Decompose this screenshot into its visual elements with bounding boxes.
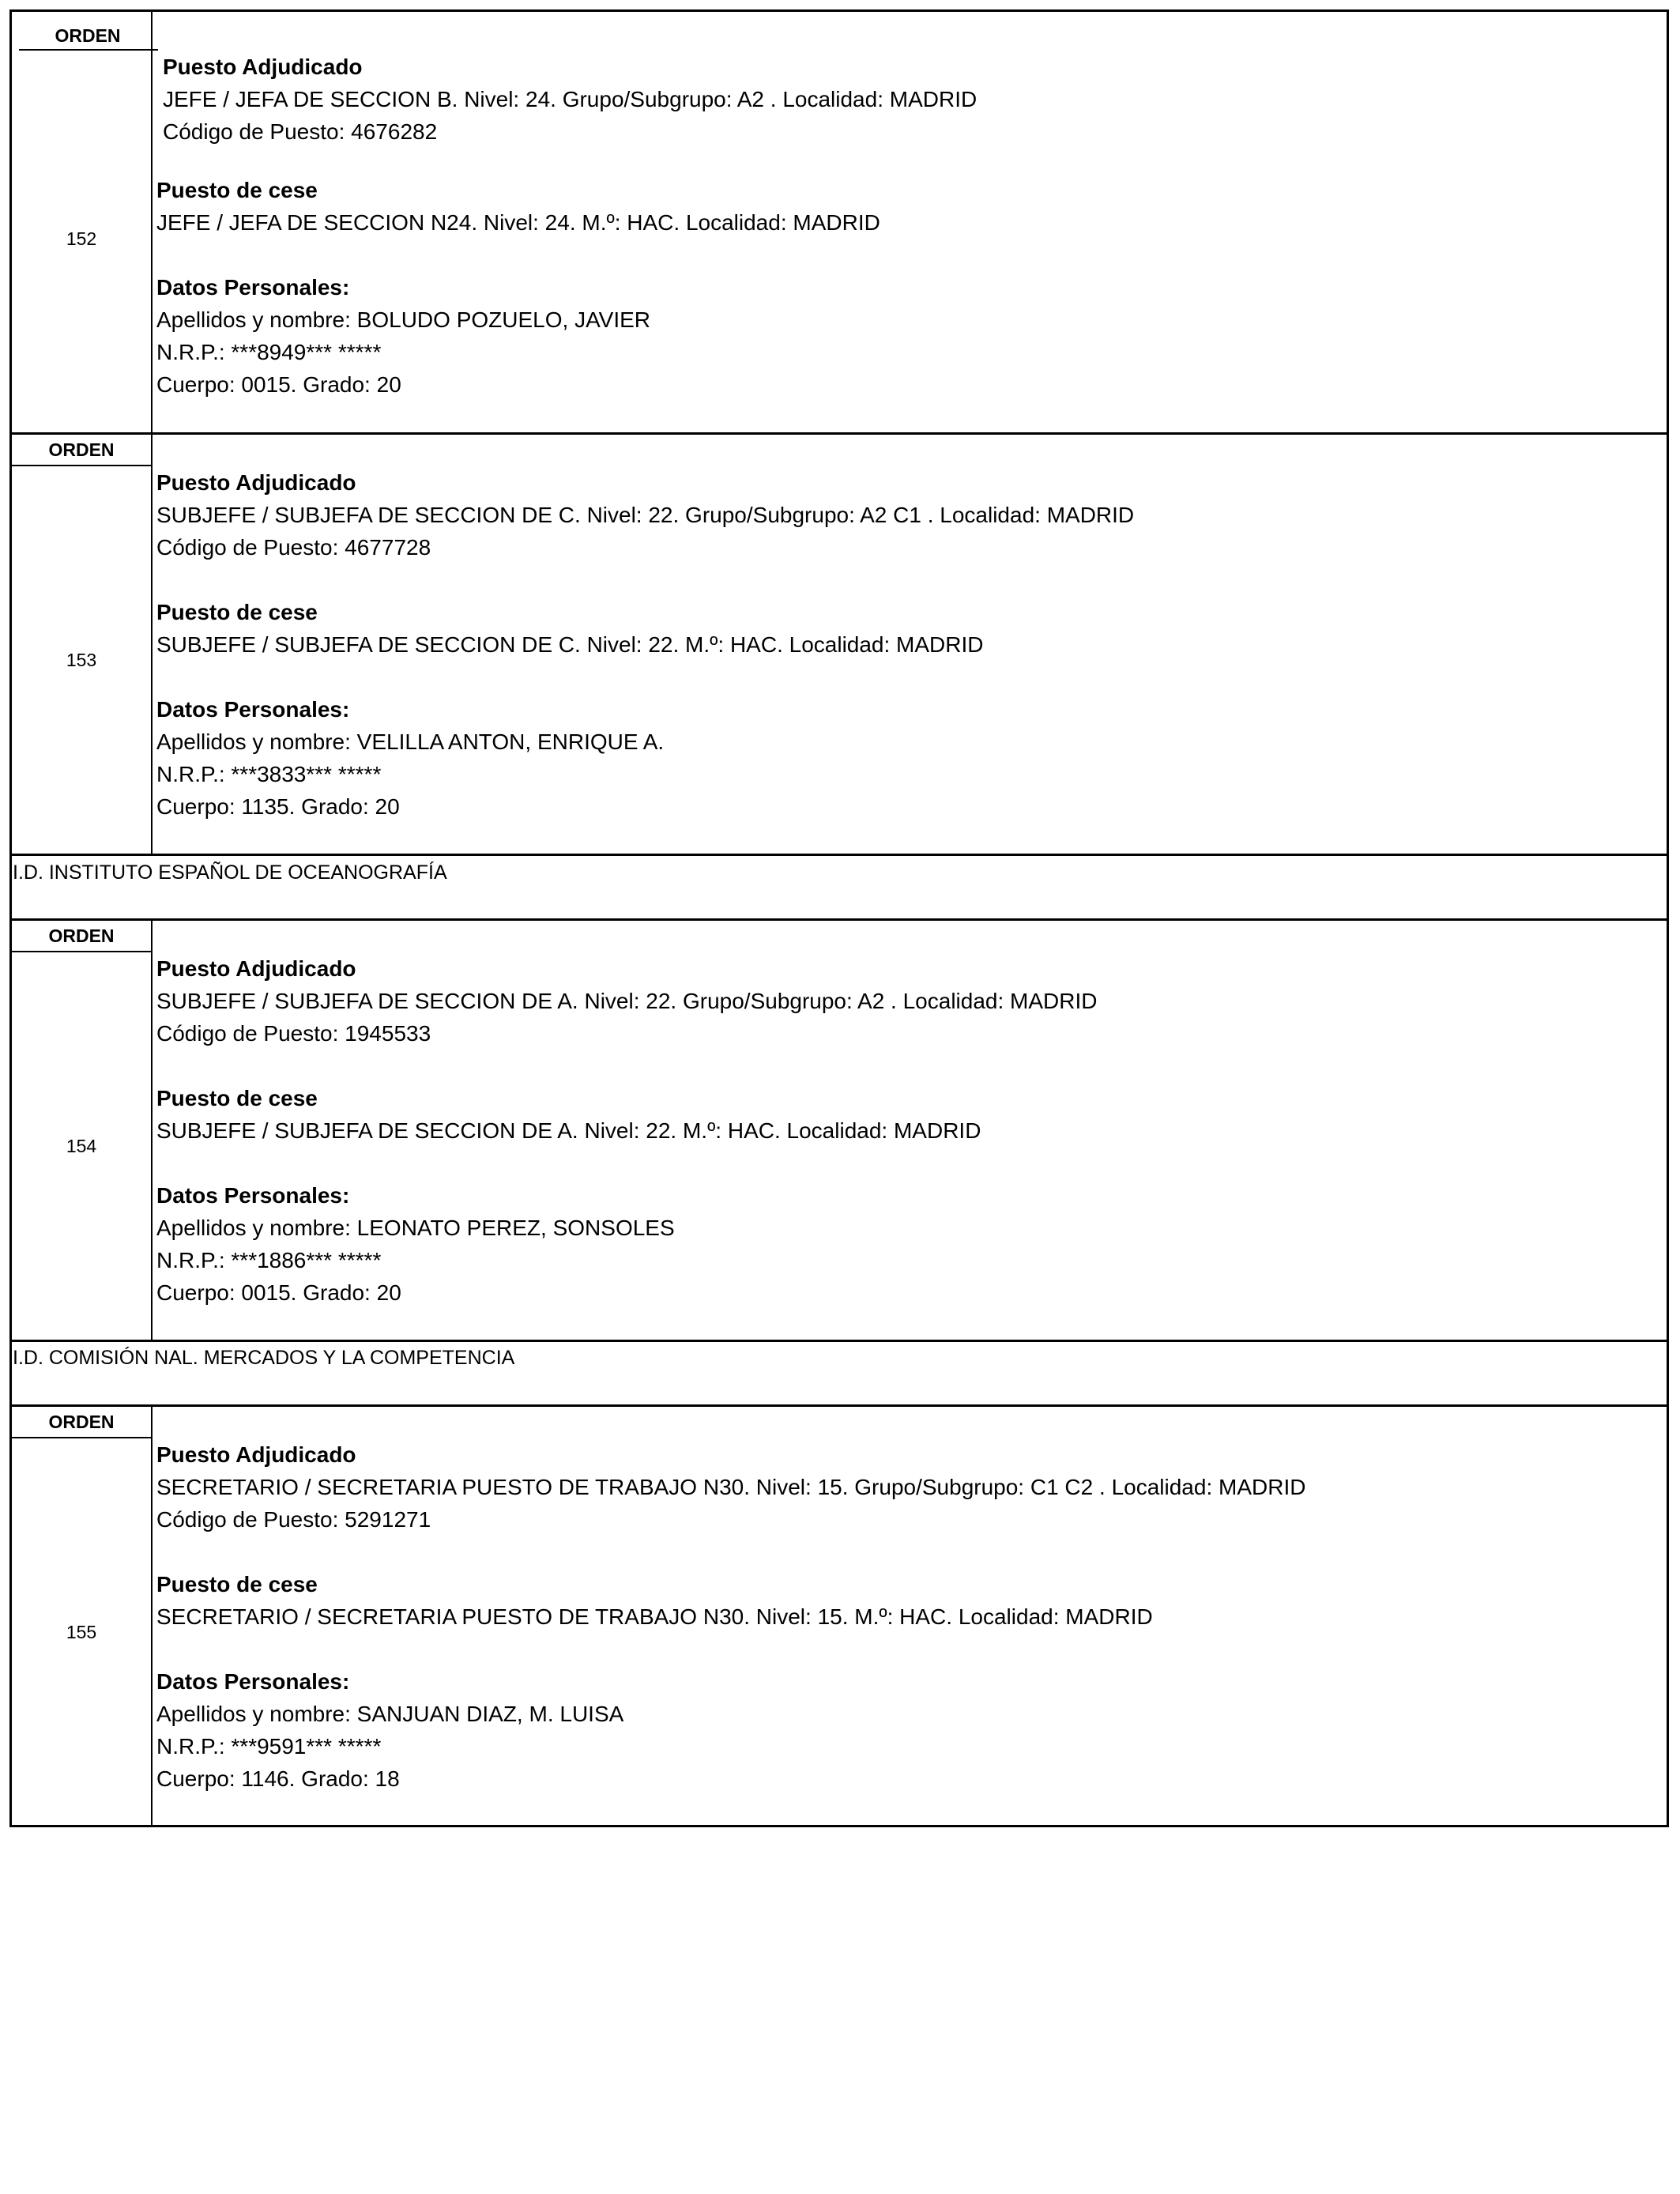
- adjudicado-title: Puesto Adjudicado: [156, 1442, 356, 1467]
- codigo-puesto: Código de Puesto: 4677728: [156, 535, 431, 560]
- nombre: Apellidos y nombre: SANJUAN DIAZ, M. LUISA: [156, 1702, 624, 1726]
- nombre: Apellidos y nombre: VELILLA ANTON, ENRIQUE A.: [156, 729, 665, 754]
- entry-152: [163, 51, 977, 148]
- cuerpo: Cuerpo: 0015. Grado: 20: [156, 1280, 401, 1305]
- orden-underline: [9, 1437, 152, 1438]
- nombre: Apellidos y nombre: BOLUDO POZUELO, JAVIER: [156, 307, 651, 332]
- datos-title: Datos Personales:: [156, 697, 350, 722]
- nrp: N.R.P.: ***9591*** *****: [156, 1734, 382, 1759]
- section-title: I.D. INSTITUTO ESPAÑOL DE OCEANOGRAFÍA: [13, 861, 447, 884]
- orden-divider: [151, 9, 153, 434]
- cuerpo: Cuerpo: 1135. Grado: 20: [156, 794, 400, 819]
- orden-underline: [9, 951, 152, 952]
- adjudicado-line: SECRETARIO / SECRETARIA PUESTO DE TRABAJO N30. Nivel: 15. Grupo/Subgrupo: C1 C2 . Localidad: MADRID: [156, 1475, 1306, 1499]
- table-bottom-border: [9, 1825, 1669, 1827]
- table-top-border: [9, 9, 1669, 12]
- nrp: N.R.P.: ***8949*** *****: [156, 340, 382, 364]
- codigo-puesto: Código de Puesto: 5291271: [156, 1507, 431, 1532]
- codigo-puesto: Código de Puesto: 4676282: [163, 119, 438, 144]
- cuerpo: Cuerpo: 1146. Grado: 18: [156, 1766, 400, 1791]
- adjudicado-line: SUBJEFE / SUBJEFA DE SECCION DE C. Nivel: 22. Grupo/Subgrupo: A2 C1 . Localidad: MADRID: [156, 503, 1135, 527]
- nombre: Apellidos y nombre: LEONATO PEREZ, SONSOLES: [156, 1216, 675, 1240]
- entry-152-rest: [156, 174, 880, 401]
- orden-divider: [151, 1404, 153, 1826]
- orden-divider: [151, 918, 153, 1340]
- datos-title: Datos Personales:: [156, 1183, 350, 1208]
- orden-header: ORDEN: [48, 439, 115, 460]
- entry-153: [156, 466, 1134, 823]
- cese-line: SECRETARIO / SECRETARIA PUESTO DE TRABAJO N30. Nivel: 15. M.º: HAC. Localidad: MADRID: [156, 1604, 1153, 1629]
- orden-underline: [9, 465, 152, 466]
- cese-line: SUBJEFE / SUBJEFA DE SECCION DE A. Nivel: 22. M.º: HAC. Localidad: MADRID: [156, 1118, 981, 1143]
- orden-header: ORDEN: [48, 1412, 115, 1432]
- adjudicado-title: Puesto Adjudicado: [156, 956, 356, 981]
- codigo-puesto: Código de Puesto: 1945533: [156, 1021, 431, 1046]
- orden-underline: [19, 49, 158, 51]
- entry-154: [156, 952, 1097, 1309]
- orden-number: 155: [66, 1622, 97, 1642]
- nrp: N.R.P.: ***3833*** *****: [156, 762, 382, 786]
- entry-155: [156, 1438, 1305, 1795]
- cese-line: SUBJEFE / SUBJEFA DE SECCION DE C. Nivel: 22. M.º: HAC. Localidad: MADRID: [156, 632, 984, 657]
- cese-line: JEFE / JEFA DE SECCION N24. Nivel: 24. M.º: HAC. Localidad: MADRID: [156, 210, 880, 235]
- row-divider: [9, 1340, 1669, 1342]
- cese-title: Puesto de cese: [156, 1572, 318, 1596]
- orden-header: ORDEN: [48, 925, 115, 946]
- orden-divider: [151, 432, 153, 854]
- cuerpo: Cuerpo: 0015. Grado: 20: [156, 372, 401, 397]
- section-title: I.D. COMISIÓN NAL. MERCADOS Y LA COMPETENCIA: [13, 1347, 515, 1369]
- row-divider: [9, 432, 1669, 435]
- adjudicado-line: JEFE / JEFA DE SECCION B. Nivel: 24. Grupo/Subgrupo: A2 . Localidad: MADRID: [163, 87, 977, 111]
- adjudicado-line: SUBJEFE / SUBJEFA DE SECCION DE A. Nivel: 22. Grupo/Subgrupo: A2 . Localidad: MADRID: [156, 989, 1098, 1013]
- cese-title: Puesto de cese: [156, 178, 318, 202]
- orden-number: 153: [66, 650, 97, 670]
- cese-title: Puesto de cese: [156, 600, 318, 624]
- nrp: N.R.P.: ***1886*** *****: [156, 1248, 382, 1272]
- orden-number: 154: [66, 1136, 97, 1156]
- adjudicado-title: Puesto Adjudicado: [156, 470, 356, 495]
- datos-title: Datos Personales:: [156, 1669, 350, 1694]
- row-divider: [9, 1404, 1669, 1407]
- adjudicado-title: Puesto Adjudicado: [163, 55, 363, 79]
- orden-number: 152: [66, 228, 97, 249]
- cese-title: Puesto de cese: [156, 1086, 318, 1110]
- row-divider: [9, 918, 1669, 921]
- row-divider: [9, 854, 1669, 856]
- datos-title: Datos Personales:: [156, 275, 350, 300]
- orden-header: ORDEN: [55, 25, 121, 46]
